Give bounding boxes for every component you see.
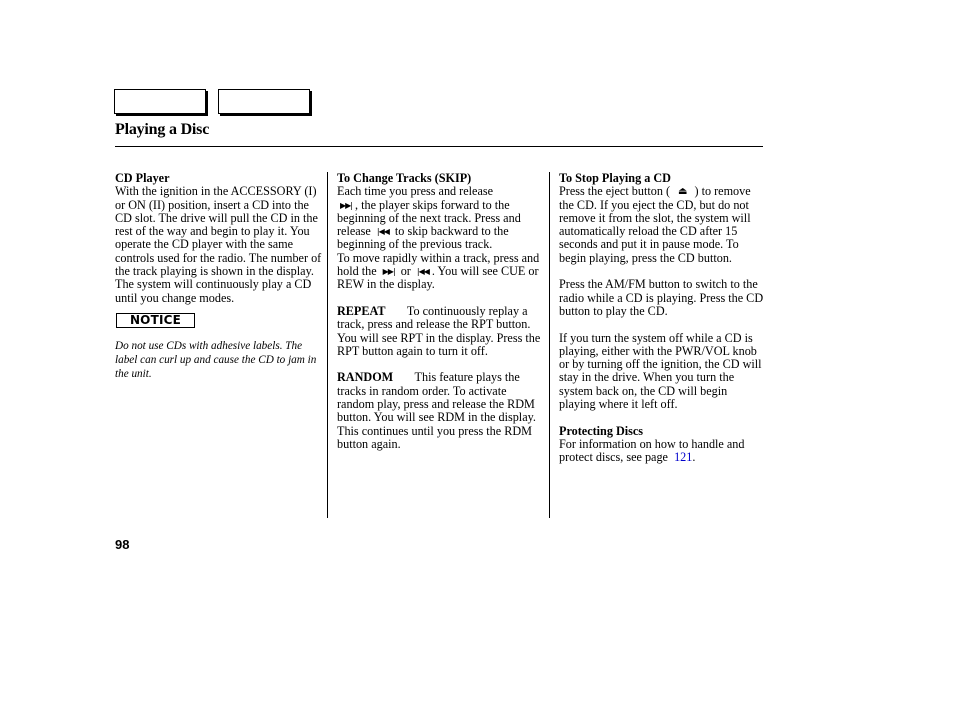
change-tracks-text2: , the player skips forward to the beginning of the next track. Press and release — [337, 197, 521, 239]
page-link[interactable]: 121 — [674, 450, 693, 465]
change-tracks-text6: . You will see CUE or REW in the display. — [337, 264, 539, 292]
change-tracks-text3: to skip backward to the beginning of the previous track. — [337, 224, 509, 252]
stop-text2: ) to remove the CD. If you eject the CD, but do not remove it from the slot, the system will automatically reload the CD after 15 seconds and put it in pause mode. To begin playing, press the CD button. — [559, 184, 751, 265]
repeat-text: To continuously replay a track, press and release the RPT button. You will see RPT in the display. Press the RPT button again to turn it off. — [337, 303, 541, 358]
random-para — [337, 371, 543, 451]
repeat-para — [337, 305, 543, 358]
stop-para1 — [559, 185, 765, 265]
skip-forward-icon: ▶▶| — [340, 200, 352, 210]
protect-tail: . — [692, 450, 696, 465]
column-divider-1 — [327, 172, 328, 518]
change-tracks-para1 — [337, 185, 543, 251]
nav-button-2[interactable] — [218, 89, 310, 114]
column-change-tracks — [337, 172, 543, 451]
nav-button-1[interactable] — [114, 89, 206, 114]
skip-back-icon: |◀◀ — [416, 267, 429, 277]
notice-text: Do not use CDs with adhesive labels. The label can curl up and cause the CD to jam in the unit. — [115, 339, 317, 380]
page-title: Playing a Disc — [115, 121, 210, 138]
change-tracks-text4: To move rapidly within a track, press and hold the — [337, 250, 540, 279]
protect-para — [559, 438, 765, 465]
change-tracks-text1: Each time you press and release — [337, 184, 494, 199]
page-number: 98 — [115, 537, 130, 552]
change-tracks-heading: To Change Tracks (SKIP) — [337, 171, 472, 185]
change-tracks-para2 — [337, 252, 543, 292]
random-label: RANDOM — [337, 370, 394, 385]
protect-heading: Protecting Discs — [559, 423, 644, 438]
skip-back-icon: |◀◀ — [376, 227, 389, 237]
cd-player-body: With the ignition in the ACCESSORY (I) or ON (II) position, insert a CD into the CD slot. The drive will pull the CD in the rest of the way and begin to play it. You operate the CD player with the same controls used for the radio. The number of the track playing is shown in the display. The system will continuously play a CD until you change modes. — [115, 184, 322, 305]
eject-icon: ⏏ — [678, 186, 687, 198]
random-text: This feature plays the tracks in random order. To activate random play, press and release the RDM button. You will see RDM in the display. This continues until you press the RDM button again. — [337, 370, 536, 451]
skip-forward-icon: ▶▶| — [382, 267, 395, 277]
stop-heading: To Stop Playing a CD — [559, 171, 671, 185]
column-divider-2 — [549, 172, 550, 518]
column-stop-playing — [559, 172, 765, 465]
stop-para2: Press the AM/FM button to switch to the radio while a CD is playing. Press the CD button to play the CD. — [559, 277, 764, 318]
change-tracks-text5: or — [400, 264, 411, 279]
title-divider — [115, 146, 763, 147]
stop-text1: Press the eject button ( — [559, 184, 671, 199]
stop-para3: If you turn the system off while a CD is playing, either with the PWR/VOL knob or by turning off the ignition, the CD will stay in the drive. When you turn the system back on, the CD will begin playing where it left off. — [559, 330, 762, 412]
column-cd-player — [115, 172, 323, 381]
protect-text: For information on how to handle and protect discs, see page — [559, 436, 745, 465]
repeat-label: REPEAT — [337, 303, 386, 318]
cd-player-heading: CD Player — [115, 171, 170, 185]
notice-label: NOTICE — [116, 313, 195, 328]
